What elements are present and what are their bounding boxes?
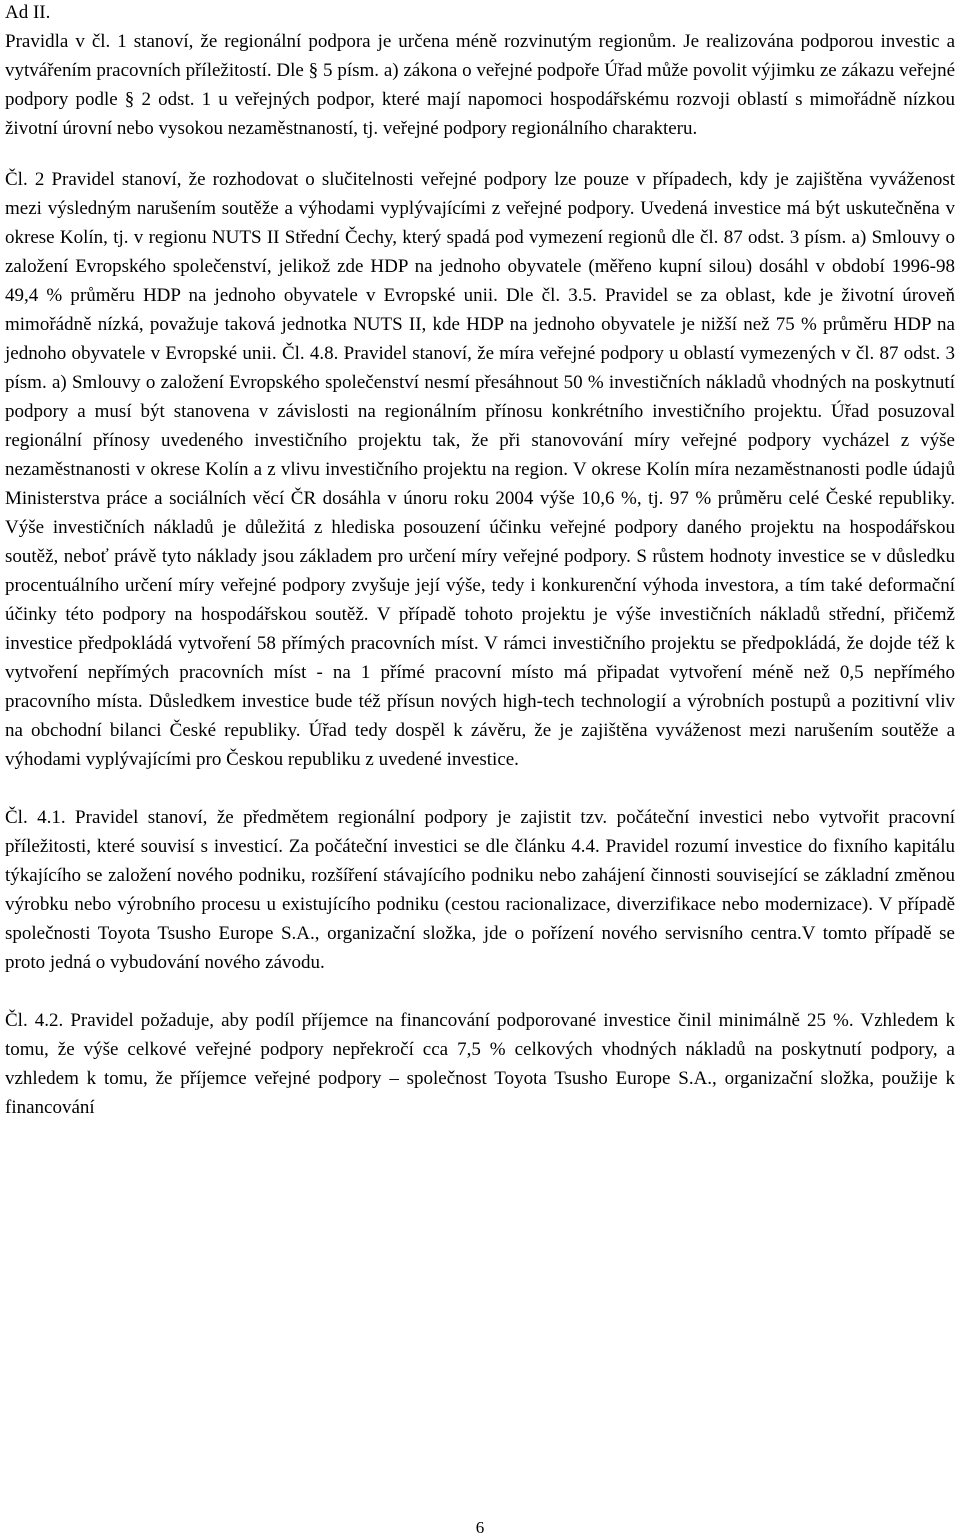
section-heading: Ad II. [5,2,51,23]
paragraph-article-4-1: Čl. 4.1. Pravidel stanoví, že předmětem regionální podpory je zajistit tzv. počáteční investici nebo vytvořit pracovní příležitosti, které souvisí s investicí. Za počáteční investici se dle článku 4.4. Pravidel rozumí investice do fixního kapitálu týkajícího se založení nového podniku, rozšíření stávajícího podniku nebo zahájení činnosti související se základní změnou výrobku nebo výrobního procesu u existujícího podniku (cestou racionalizace, diverzifikace nebo modernizace). V případě společnosti Toyota Tsusho Europe S.A., organizační složka, jde o pořízení nového servisního centra.V tomto případě se proto jedná o vybudování nového závodu. [5,807,955,973]
paragraph-article-4-2: Čl. 4.2. Pravidel požaduje, aby podíl příjemce na financování podporované investice činil minimálně 25 %. Vzhledem k tomu, že výše celkové veřejné podpory nepřekročí cca 7,5 % celkových vhodných nákladů na poskytnutí podpory, a vzhledem k tomu, že příjemce veřejné podpory – společnost Toyota Tsusho Europe S.A., organizační složka, použije k financování [5,1010,955,1118]
page-number: 6 [475,1518,485,1537]
document-page [5,0,955,1122]
paragraph-regional-support: Pravidla v čl. 1 stanoví, že regionální podpora je určena méně rozvinutým regionům. Je realizována podporou investic a vytvářením pracovních příležitostí. Dle § 5 písm. a) zákona o veřejné podpoře Úřad může povolit výjimku ze zákazu veřejné podpory podle § 2 odst. 1 u veřejných podpor, které mají napomoci hospodářskému rozvoji oblastí s mimořádně nízkou životní úrovní nebo vysokou nezaměstnaností, tj. veřejné podpory regionálního charakteru. [5,31,955,139]
paragraph-article-2: Čl. 2 Pravidel stanoví, že rozhodovat o slučitelnosti veřejné podpory lze pouze v případech, kdy je zajištěna vyváženost mezi výsledným narušením soutěže a výhodami vyplývajícími z veřejné podpory. Uvedená investice má být uskutečněna v okrese Kolín, tj. v regionu NUTS II Střední Čechy, který spadá pod vymezení regionů dle čl. 87 odst. 3 písm. a) Smlouvy o založení Evropského společenství, jelikož zde HDP na jednoho obyvatele (měřeno kupní silou) dosáhl v období 1996-98 49,4 % průměru HDP na jednoho obyvatele v Evropské unii. Dle čl. 3.5. Pravidel se za oblast, kde je životní úroveň mimořádně nízká, považuje taková jednotka NUTS II, kde HDP na jednoho obyvatele je nižší než 75 % průměru HDP na jednoho obyvatele v Evropské unii. Čl. 4.8. Pravidel stanoví, že míra veřejné podpory u oblastí vymezených v čl. 87 odst. 3 písm. a) Smlouvy o založení Evropského společenství nesmí přesáhnout 50 % investičních nákladů vhodných na poskytnutí podpory a musí být stanovena v závislosti na regionálním přínosu konkrétního investičního projektu. Úřad posuzoval regionální přínosy uvedeného investičního projektu tak, že při stanovování míry veřejné podpory vycházel z výše nezaměstnanosti v okrese Kolín a z vlivu investičního projektu na region. V okrese Kolín míra nezaměstnanosti podle údajů Ministerstva práce a sociálních věcí ČR dosáhla v únoru roku 2004 výše 10,6 %, tj. 97 % průměru celé České republiky. Výše investičních nákladů je důležitá z hlediska posouzení účinku veřejné podpory daného projektu na hospodářskou soutěž, neboť právě tyto náklady jsou základem pro určení míry veřejné podpory. S růstem hodnoty investice se v důsledku procentuálního určení míry veřejné podpory zvyšuje její výše, tedy i konkurenční výhoda investora, a tím také deformační účinky této podpory na hospodářskou soutěž. V případě tohoto projektu je výše investičních nákladů střední, přičemž investice předpokládá vytvoření 58 přímých pracovních míst. V rámci investičního projektu se předpokládá, že dojde též k vytvoření nepřímých pracovních míst - na 1 přímé pracovní místo má připadat vytvoření méně než 0,5 nepřímého pracovního místa. Důsledkem investice bude též přísun nových high-tech technologií a výrobních postupů a pozitivní vliv na obchodní bilanci České republiky. Úřad tedy dospěl k závěru, že je zajištěna vyváženost mezi narušením soutěže a výhodami vyplývajícími pro Českou republiku z uvedené investice. [5,169,955,770]
